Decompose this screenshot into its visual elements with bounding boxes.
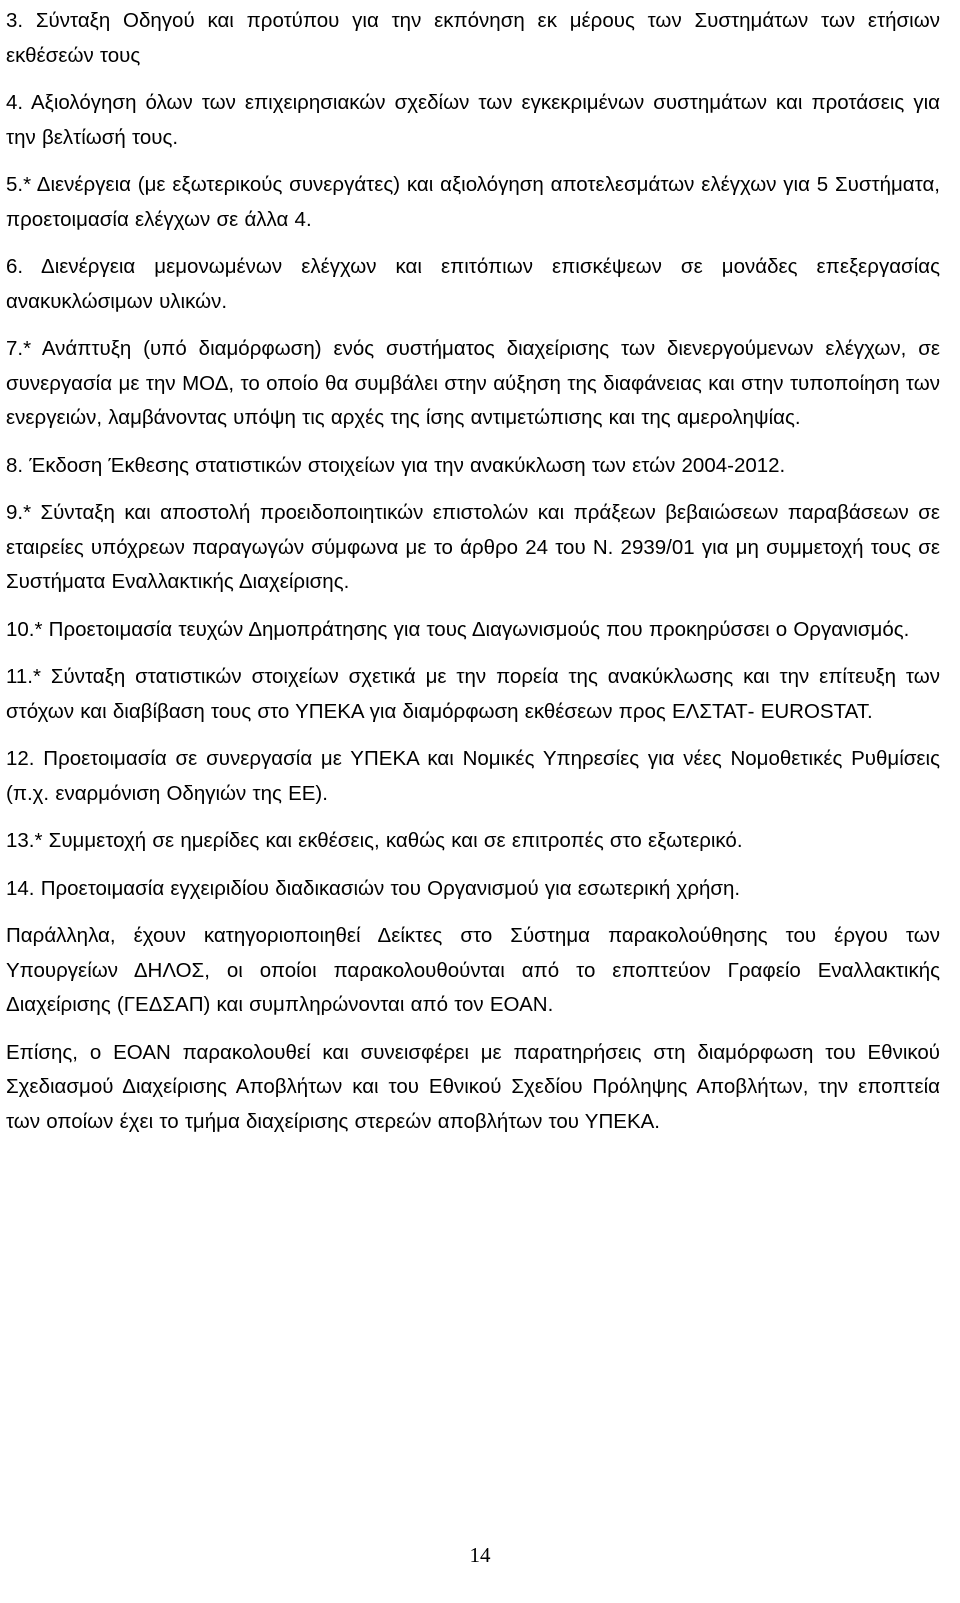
list-item-12: 12. Προετοιμασία σε συνεργασία με ΥΠΕΚΑ και Νομικές Υπηρεσίες για νέες Νομοθετικές Ρυθμίσεις (π.χ. εναρμόνιση Οδηγιών της ΕΕ). <box>6 747 940 805</box>
list-item-14: 14. Προετοιμασία εγχειριδίου διαδικασιών του Οργανισμού για εσωτερική χρήση. <box>6 876 741 900</box>
list-item-3: 3. Σύνταξη Οδηγού και προτύπου για την εκπόνηση εκ μέρους των Συστημάτων των ετήσιων εκθέσεών τους <box>6 9 940 67</box>
list-item-11: 11.* Σύνταξη στατιστικών στοιχείων σχετικά με την πορεία της ανακύκλωσης και την επίτευξη των στόχων και διαβίβαση τους στο ΥΠΕΚΑ για διαμόρφωση εκθέσεων προς ΕΛΣΤΑΤ- EUROSTAT. <box>6 665 940 723</box>
list-item-9: 9.* Σύνταξη και αποστολή προειδοποιητικών επιστολών και πράξεων βεβαιώσεων παραβάσεων σε εταιρείες υπόχρεων παραγωγών σύμφωνα με το άρθρο 24 του Ν. 2939/01 για μη συμμετοχή τους σε Συστήματα Εναλλακτικής Διαχείρισης. <box>6 501 940 593</box>
document-body <box>6 4 940 1139</box>
body-paragraph-indicators: Παράλληλα, έχουν κατηγοριοποιηθεί Δείκτες στο Σύστημα παρακολούθησης του έργου των Υπουργείων ΔΗΛΟΣ, οι οποίοι παρακολουθούνται από το εποπτεύον Γραφείο Εναλλακτικής Διαχείρισης (ΓΕΔΣΑΠ) και συμπληρώνονται από τον ΕΟΑΝ. <box>6 924 940 1016</box>
body-paragraph-eoan: Επίσης, ο ΕΟΑΝ παρακολουθεί και συνεισφέρει με παρατηρήσεις στη διαμόρφωση του Εθνικού Σχεδιασμού Διαχείρισης Αποβλήτων και του Εθνικού Σχεδίου Πρόληψης Αποβλήτων, την εποπτεία των οποίων έχει το τμήμα διαχείρισης στερεών αποβλήτων του ΥΠΕΚΑ. <box>6 1040 940 1133</box>
list-item-10: 10.* Προετοιμασία τευχών Δημοπράτησης για τους Διαγωνισμούς που προκηρύσσει ο Οργανισμός. <box>6 617 910 641</box>
list-item-6: 6. Διενέργεια μεμονωμένων ελέγχων και επιτόπιων επισκέψεων σε μονάδες επεξεργασίας ανακυκλώσιμων υλικών. <box>6 255 940 313</box>
list-item-13: 13.* Συμμετοχή σε ημερίδες και εκθέσεις, καθώς και σε επιτροπές στο εξωτερικό. <box>6 829 743 852</box>
list-item-8: 8. Έκδοση Έκθεσης στατιστικών στοιχείων για την ανακύκλωση των ετών 2004-2012. <box>6 453 786 477</box>
list-item-7: 7.* Ανάπτυξη (υπό διαμόρφωση) ενός συστήματος διαχείρισης των διενεργούμενων ελέγχων, σε συνεργασία με την ΜΟΔ, το οποίο θα συμβάλει στην αύξηση της διαφάνειας και στην τυποποίηση των ενεργειών, λαμβάνοντας υπόψη τις αρχές της ίσης αντιμετώπισης και της αμεροληψίας. <box>6 337 940 429</box>
list-item-5: 5.* Διενέργεια (με εξωτερικούς συνεργάτες) και αξιολόγηση αποτελεσμάτων ελέγχων για 5 Συστήματα, προετοιμασία ελέγχων σε άλλα 4. <box>6 173 940 231</box>
list-item-4: 4. Αξιολόγηση όλων των επιχειρησιακών σχεδίων των εγκεκριμένων συστημάτων και προτάσεις για την βελτίωσή τους. <box>6 91 940 149</box>
page-number: 14 <box>469 1543 491 1567</box>
